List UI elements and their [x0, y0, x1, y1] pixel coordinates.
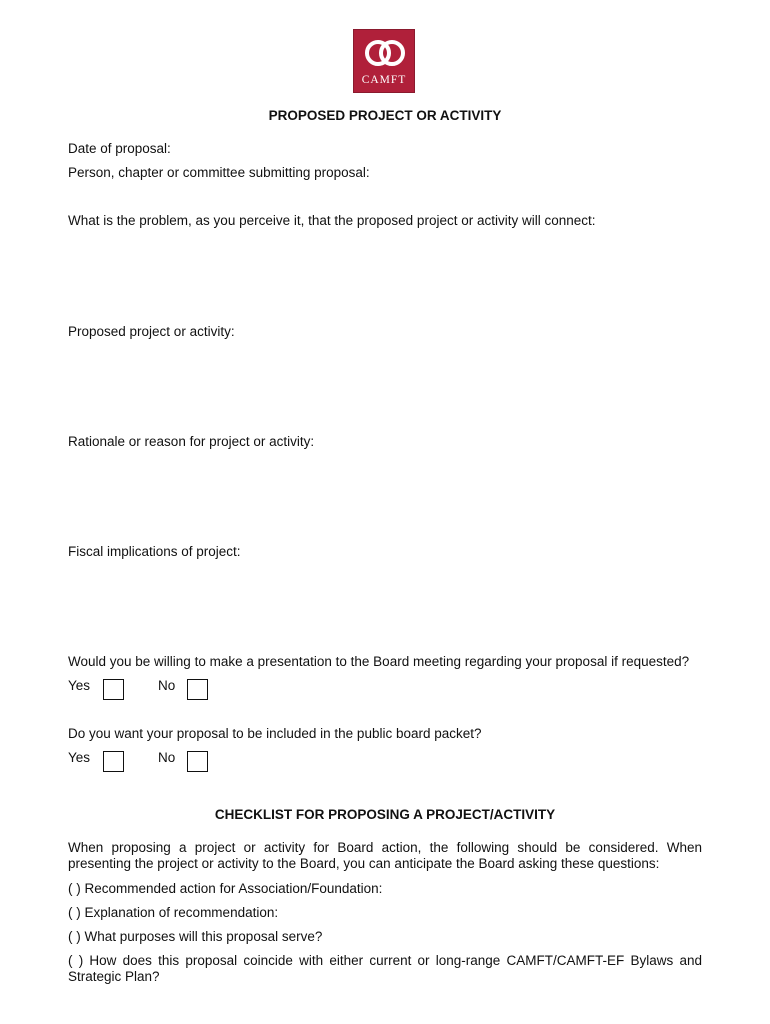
- proposed-project-label: Proposed project or activity:: [68, 324, 235, 339]
- checklist-title: CHECKLIST FOR PROPOSING A PROJECT/ACTIVITY: [214, 807, 556, 822]
- public-packet-no-label: No: [158, 750, 176, 765]
- linked-rings-icon: [363, 36, 407, 72]
- presentation-yes-checkbox[interactable]: [103, 679, 124, 700]
- public-packet-yes-label: Yes: [68, 750, 91, 765]
- rationale-label: Rationale or reason for project or activity:: [68, 434, 315, 449]
- presentation-question: Would you be willing to make a presentation to the Board meeting regarding your proposal if requested?: [68, 654, 690, 669]
- checklist-intro: When proposing a project or activity for Board action, the following should be considered. When presenting the project or activity to the Board, you can anticipate the Board asking these questions:: [68, 840, 702, 871]
- checklist-item: ( ) What purposes will this proposal serve?: [68, 929, 323, 944]
- public-packet-yes-checkbox[interactable]: [103, 751, 124, 772]
- checklist-item: ( ) How does this proposal coincide with either current or long-range CAMFT/CAMFT-EF Bylaws and Strategic Plan?: [68, 953, 702, 984]
- submitter-label: Person, chapter or committee submitting proposal:: [68, 165, 370, 180]
- page-title: PROPOSED PROJECT OR ACTIVITY: [268, 108, 502, 123]
- presentation-no-label: No: [158, 678, 176, 693]
- fiscal-implications-label: Fiscal implications of project:: [68, 544, 241, 559]
- checklist-item: ( ) Recommended action for Association/Foundation:: [68, 881, 383, 896]
- presentation-yes-label: Yes: [68, 678, 91, 693]
- presentation-no-checkbox[interactable]: [187, 679, 208, 700]
- public-packet-no-checkbox[interactable]: [187, 751, 208, 772]
- logo-wordmark: CAMFT: [361, 74, 407, 86]
- public-packet-question: Do you want your proposal to be included in the public board packet?: [68, 726, 482, 741]
- checklist-item: ( ) Explanation of recommendation:: [68, 905, 279, 920]
- camft-logo: [353, 29, 415, 93]
- date-of-proposal-label: Date of proposal:: [68, 141, 171, 156]
- problem-label: What is the problem, as you perceive it, that the proposed project or activity will connect:: [68, 213, 596, 228]
